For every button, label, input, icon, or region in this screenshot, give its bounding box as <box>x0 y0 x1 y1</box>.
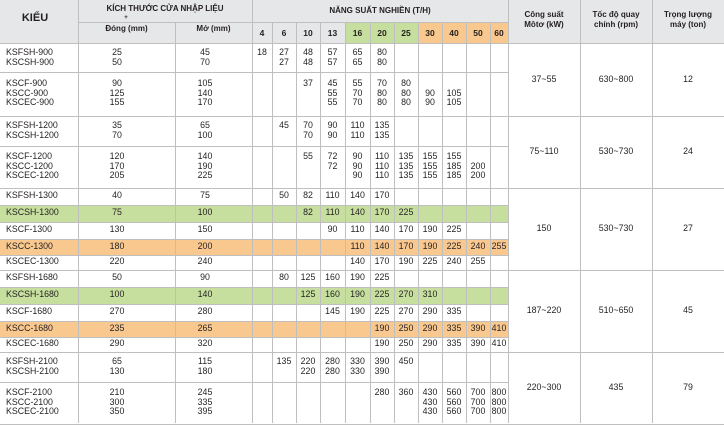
header-divider <box>0 43 724 44</box>
capacity-value: 200 <box>470 170 486 181</box>
capacity-value: 70 <box>303 129 313 140</box>
header-feed-size: KÍCH THƯỚC CỬA NHẬP LIỆU <box>106 4 224 13</box>
open-size: 105 <box>197 78 213 89</box>
capacity-value: 335 <box>446 338 462 349</box>
capacity-value: 280 <box>325 355 340 366</box>
capacity-value: 125 <box>300 272 316 283</box>
capacity-value: 27 <box>279 56 289 67</box>
capacity-value: 70 <box>352 87 363 98</box>
group-divider <box>0 188 724 189</box>
col-divider <box>175 22 176 423</box>
capacity-value: 225 <box>422 256 438 267</box>
col-divider <box>252 0 253 423</box>
capacity-value: 140 <box>374 240 390 251</box>
model-name: KSCEC-1680 <box>6 338 59 349</box>
capacity-value: 80 <box>377 87 387 98</box>
capacity-value: 185 <box>446 170 462 181</box>
capacity-value: 135 <box>374 119 390 130</box>
model-name: KSCSH-1680 <box>6 289 59 300</box>
capacity-value: 170 <box>374 190 390 201</box>
row-divider <box>0 255 508 256</box>
closed-size: 205 <box>109 170 125 181</box>
capacity-value: 80 <box>377 56 387 67</box>
capacity-value: 800 <box>491 396 507 407</box>
capacity-value: 135 <box>374 129 390 140</box>
capacity-col-divider <box>370 22 371 423</box>
capacity-value: 290 <box>422 338 438 349</box>
capacity-value: 55 <box>303 151 313 162</box>
group-divider <box>0 116 724 117</box>
feed-subheader-line <box>78 22 252 23</box>
closed-size: 75 <box>112 207 122 218</box>
open-size: 70 <box>200 56 210 67</box>
capacity-col-divider <box>320 22 321 423</box>
capacity-col-header: 25 <box>401 28 411 38</box>
capacity-value: 450 <box>398 355 414 366</box>
capacity-col-header: 50 <box>473 28 483 38</box>
capacity-value: 190 <box>374 322 390 333</box>
col-divider <box>78 0 79 423</box>
capacity-value: 335 <box>446 306 462 317</box>
open-size: 190 <box>197 160 213 171</box>
header-rpm-l1: Tốc độ quay <box>592 10 640 19</box>
capacity-col-header: 6 <box>281 28 287 38</box>
row-divider <box>0 239 508 240</box>
capacity-value: 90 <box>327 224 338 235</box>
header-capacity: NĂNG SUẤT NGHIỀN (T/H) <box>329 6 431 15</box>
motor-power: 37~55 <box>531 74 557 84</box>
capacity-value: 190 <box>422 240 438 251</box>
capacity-value: 190 <box>350 289 365 300</box>
col-divider <box>580 0 581 423</box>
capacity-value: 390 <box>374 365 390 376</box>
capacity-value: 410 <box>491 322 507 333</box>
closed-size: 50 <box>112 56 122 67</box>
capacity-value: 65 <box>352 56 363 67</box>
main-speed: 530~730 <box>598 223 634 233</box>
closed-size: 50 <box>112 272 122 283</box>
capacity-value: 82 <box>303 207 313 218</box>
open-size: 140 <box>197 151 213 162</box>
capacity-subheader-line <box>252 22 508 23</box>
capacity-col-header: 10 <box>303 28 313 38</box>
capacity-value: 90 <box>425 87 435 98</box>
capacity-value: 110 <box>374 170 390 181</box>
header-dong: Đóng (mm) <box>105 24 148 33</box>
header-power-l1: Công suất <box>524 10 564 19</box>
capacity-value: 70 <box>377 78 387 89</box>
capacity-value: 55 <box>352 78 363 89</box>
open-size: 280 <box>197 306 213 317</box>
capacity-col-divider <box>418 22 419 423</box>
header-weight-l1: Trọng lượng <box>664 10 712 19</box>
capacity-value: 57 <box>327 56 338 67</box>
open-size: 245 <box>197 387 213 398</box>
motor-power: 187~220 <box>526 305 562 315</box>
capacity-value: 55 <box>327 97 338 108</box>
open-size: 240 <box>197 256 213 267</box>
capacity-col-header: 4 <box>259 28 265 38</box>
model-name: KSCC-1200 <box>6 160 53 171</box>
capacity-value: 140 <box>350 190 365 201</box>
machine-weight: 24 <box>683 146 693 156</box>
model-name: KSFSH-900 <box>6 46 53 57</box>
closed-size: 300 <box>109 396 125 407</box>
capacity-value: 80 <box>401 78 411 89</box>
capacity-value: 125 <box>300 289 316 300</box>
capacity-value: 170 <box>374 207 390 218</box>
capacity-value: 280 <box>325 365 340 376</box>
capacity-value: 55 <box>327 87 338 98</box>
open-size: 90 <box>200 272 210 283</box>
capacity-value: 800 <box>491 387 507 398</box>
capacity-col-divider <box>466 22 467 423</box>
capacity-value: 90 <box>352 151 363 162</box>
capacity-value: 225 <box>398 207 414 218</box>
capacity-col-header: 20 <box>377 28 387 38</box>
model-name: KSCEC-1200 <box>6 170 59 181</box>
capacity-value: 560 <box>446 406 462 417</box>
model-name: KSCF-900 <box>6 78 48 89</box>
capacity-value: 250 <box>398 338 414 349</box>
closed-size: 40 <box>112 190 122 201</box>
capacity-value: 190 <box>374 338 390 349</box>
capacity-value: 72 <box>327 160 338 171</box>
capacity-col-divider <box>296 22 297 423</box>
capacity-value: 410 <box>491 338 507 349</box>
capacity-col-divider <box>394 22 395 423</box>
capacity-value: 37 <box>303 78 313 89</box>
capacity-value: 80 <box>401 97 411 108</box>
row-divider <box>0 287 508 288</box>
capacity-value: 80 <box>401 87 411 98</box>
closed-size: 180 <box>109 240 125 251</box>
closed-size: 65 <box>112 355 122 366</box>
capacity-col-divider <box>345 22 346 423</box>
capacity-value: 110 <box>325 190 340 201</box>
capacity-value: 80 <box>279 272 289 283</box>
closed-size: 220 <box>109 256 125 267</box>
closed-size: 210 <box>109 387 125 398</box>
capacity-value: 220 <box>300 365 316 376</box>
capacity-col-header: 16 <box>352 28 363 38</box>
row-divider <box>0 304 508 305</box>
header-mo: Mở (mm) <box>196 24 231 33</box>
group-divider <box>0 270 724 271</box>
closed-size: 120 <box>109 151 125 162</box>
capacity-value: 560 <box>446 387 462 398</box>
capacity-value: 270 <box>398 306 414 317</box>
model-name: KSCF-1200 <box>6 151 52 162</box>
col-divider <box>508 0 509 423</box>
capacity-value: 155 <box>422 160 438 171</box>
capacity-col-header: 13 <box>327 28 338 38</box>
model-name: KSCC-900 <box>6 87 49 98</box>
capacity-value: 110 <box>325 207 340 218</box>
capacity-col-header: 30 <box>425 28 435 38</box>
machine-weight: 45 <box>683 305 693 315</box>
capacity-value: 160 <box>325 289 340 300</box>
capacity-value: 72 <box>327 151 338 162</box>
row-divider <box>0 146 508 147</box>
open-size: 140 <box>197 289 213 300</box>
capacity-value: 250 <box>398 322 414 333</box>
open-size: 75 <box>200 190 210 201</box>
capacity-value: 225 <box>446 224 462 235</box>
closed-size: 125 <box>109 87 125 98</box>
capacity-value: 700 <box>470 396 486 407</box>
row-divider <box>0 382 508 383</box>
capacity-value: 110 <box>374 160 390 171</box>
capacity-value: 290 <box>422 306 438 317</box>
capacity-col-divider <box>442 22 443 423</box>
closed-size: 90 <box>112 78 122 89</box>
closed-size: 235 <box>109 322 125 333</box>
capacity-value: 82 <box>303 190 313 201</box>
open-size: 265 <box>197 322 213 333</box>
model-name: KSFSH-1300 <box>6 190 58 201</box>
model-name: KSFSH-1680 <box>6 272 58 283</box>
capacity-value: 110 <box>350 129 365 140</box>
capacity-value: 170 <box>398 224 414 235</box>
open-size: 180 <box>197 365 213 376</box>
capacity-value: 360 <box>398 387 414 398</box>
capacity-value: 330 <box>350 365 365 376</box>
capacity-value: 430 <box>422 396 438 407</box>
capacity-value: 50 <box>279 190 289 201</box>
capacity-value: 310 <box>422 289 438 300</box>
main-speed: 530~730 <box>598 146 634 156</box>
capacity-value: 200 <box>470 160 486 171</box>
capacity-value: 430 <box>422 387 438 398</box>
open-size: 200 <box>197 240 213 251</box>
closed-size: 170 <box>109 160 125 171</box>
capacity-col-divider <box>490 22 491 423</box>
machine-weight: 79 <box>683 382 693 392</box>
capacity-value: 190 <box>422 224 438 235</box>
model-name: KSCC-2100 <box>6 396 53 407</box>
capacity-value: 225 <box>374 306 390 317</box>
capacity-value: 170 <box>398 240 414 251</box>
capacity-value: 65 <box>352 46 363 57</box>
capacity-value: 220 <box>300 355 316 366</box>
closed-size: 350 <box>109 406 125 417</box>
capacity-value: 140 <box>374 224 390 235</box>
capacity-value: 105 <box>446 97 462 108</box>
open-size: 320 <box>197 338 213 349</box>
row-divider <box>0 205 508 206</box>
open-size: 150 <box>197 224 213 235</box>
capacity-value: 18 <box>257 46 267 57</box>
main-speed: 630~800 <box>598 74 634 84</box>
capacity-value: 27 <box>279 46 289 57</box>
capacity-col-header: 40 <box>449 28 459 38</box>
capacity-value: 135 <box>276 355 292 366</box>
row-divider <box>0 321 508 322</box>
row-divider <box>0 222 508 223</box>
header-weight-l2: máy (ton) <box>670 20 706 29</box>
open-size: 395 <box>197 406 213 417</box>
capacity-value: 190 <box>350 272 365 283</box>
model-name: KSFSH-1200 <box>6 119 58 130</box>
capacity-value: 430 <box>422 406 438 417</box>
capacity-value: 255 <box>491 240 507 251</box>
capacity-value: 225 <box>374 289 390 300</box>
model-name: KSCSH-1200 <box>6 129 59 140</box>
closed-size: 155 <box>109 97 125 108</box>
capacity-value: 560 <box>446 396 462 407</box>
header-kieu: KIỂU <box>21 12 49 24</box>
capacity-value: 90 <box>352 160 363 171</box>
open-size: 115 <box>197 355 213 366</box>
open-size: 100 <box>197 129 213 140</box>
capacity-value: 110 <box>350 224 365 235</box>
capacity-value: 70 <box>303 119 313 130</box>
capacity-value: 135 <box>398 170 414 181</box>
row-divider <box>0 72 508 73</box>
row-divider <box>0 337 508 338</box>
open-size: 170 <box>197 97 213 108</box>
capacity-value: 290 <box>422 322 438 333</box>
model-name: KSCEC-1300 <box>6 256 59 267</box>
capacity-value: 110 <box>350 240 365 251</box>
capacity-value: 140 <box>350 207 365 218</box>
main-speed: 435 <box>608 382 624 392</box>
machine-weight: 12 <box>683 74 693 84</box>
capacity-value: 190 <box>398 256 414 267</box>
model-name: KSCC-1680 <box>6 322 53 333</box>
open-size: 140 <box>197 87 213 98</box>
model-name: KSCC-1300 <box>6 240 53 251</box>
open-size: 225 <box>197 170 213 181</box>
capacity-value: 110 <box>350 119 365 130</box>
capacity-value: 240 <box>446 256 462 267</box>
capacity-value: 90 <box>327 119 338 130</box>
capacity-col-header: 60 <box>494 28 504 38</box>
capacity-value: 155 <box>422 151 438 162</box>
capacity-value: 135 <box>398 160 414 171</box>
model-name: KSCSH-1300 <box>6 207 59 218</box>
capacity-value: 145 <box>325 306 340 317</box>
model-name: KSFSH-2100 <box>6 355 58 366</box>
model-name: KSCEC-900 <box>6 97 54 108</box>
open-size: 100 <box>197 207 213 218</box>
capacity-value: 57 <box>327 46 338 57</box>
capacity-value: 240 <box>470 240 486 251</box>
capacity-value: 800 <box>491 406 507 417</box>
capacity-value: 700 <box>470 406 486 417</box>
capacity-value: 45 <box>327 78 338 89</box>
capacity-value: 190 <box>350 306 365 317</box>
capacity-value: 255 <box>470 256 486 267</box>
open-size: 45 <box>200 46 210 57</box>
capacity-value: 390 <box>470 338 486 349</box>
capacity-value: 48 <box>303 46 313 57</box>
capacity-value: 90 <box>352 170 363 181</box>
capacity-value: 90 <box>425 97 435 108</box>
capacity-value: 80 <box>377 46 387 57</box>
capacity-value: 135 <box>398 151 414 162</box>
capacity-value: 225 <box>446 240 462 251</box>
motor-power: 75~110 <box>529 146 559 156</box>
capacity-value: 280 <box>374 387 390 398</box>
group-divider <box>0 352 724 353</box>
capacity-value: 270 <box>398 289 414 300</box>
closed-size: 130 <box>109 365 125 376</box>
model-name: KSCF-1680 <box>6 306 52 317</box>
model-name: KSCEC-2100 <box>6 406 59 417</box>
motor-power: 220~300 <box>526 382 562 392</box>
col-divider <box>652 0 653 423</box>
open-size: 65 <box>200 119 210 130</box>
model-name: KSCF-2100 <box>6 387 52 398</box>
capacity-col-divider <box>272 22 273 423</box>
capacity-value: 90 <box>327 129 338 140</box>
header-rpm-l2: chính (rpm) <box>594 20 638 29</box>
model-name: KSCF-1300 <box>6 224 52 235</box>
capacity-value: 185 <box>446 160 462 171</box>
capacity-value: 48 <box>303 56 313 67</box>
capacity-value: 700 <box>470 387 486 398</box>
capacity-value: 170 <box>374 256 390 267</box>
capacity-value: 155 <box>422 170 438 181</box>
model-name: KSCSH-2100 <box>6 365 59 376</box>
capacity-value: 335 <box>446 322 462 333</box>
header-dong-mark: + <box>124 15 128 21</box>
closed-size: 70 <box>112 129 122 140</box>
capacity-value: 80 <box>377 97 387 108</box>
capacity-value: 70 <box>352 97 363 108</box>
capacity-value: 105 <box>446 87 462 98</box>
capacity-value: 160 <box>325 272 340 283</box>
capacity-value: 390 <box>374 355 390 366</box>
capacity-value: 390 <box>470 322 486 333</box>
capacity-value: 110 <box>374 151 390 162</box>
closed-size: 290 <box>109 338 125 349</box>
closed-size: 35 <box>112 119 122 130</box>
main-speed: 510~650 <box>598 305 634 315</box>
machine-weight: 27 <box>683 223 693 233</box>
closed-size: 25 <box>112 46 122 57</box>
open-size: 335 <box>197 396 213 407</box>
capacity-value: 45 <box>279 119 289 130</box>
header-power-l2: Môtơ (kW) <box>524 20 564 29</box>
capacity-value: 225 <box>374 272 390 283</box>
capacity-value: 155 <box>446 151 462 162</box>
closed-size: 130 <box>109 224 125 235</box>
motor-power: 150 <box>536 223 552 233</box>
model-name: KSCSH-900 <box>6 56 54 67</box>
capacity-value: 330 <box>350 355 365 366</box>
capacity-value: 140 <box>350 256 365 267</box>
closed-size: 100 <box>109 289 125 300</box>
closed-size: 270 <box>109 306 125 317</box>
